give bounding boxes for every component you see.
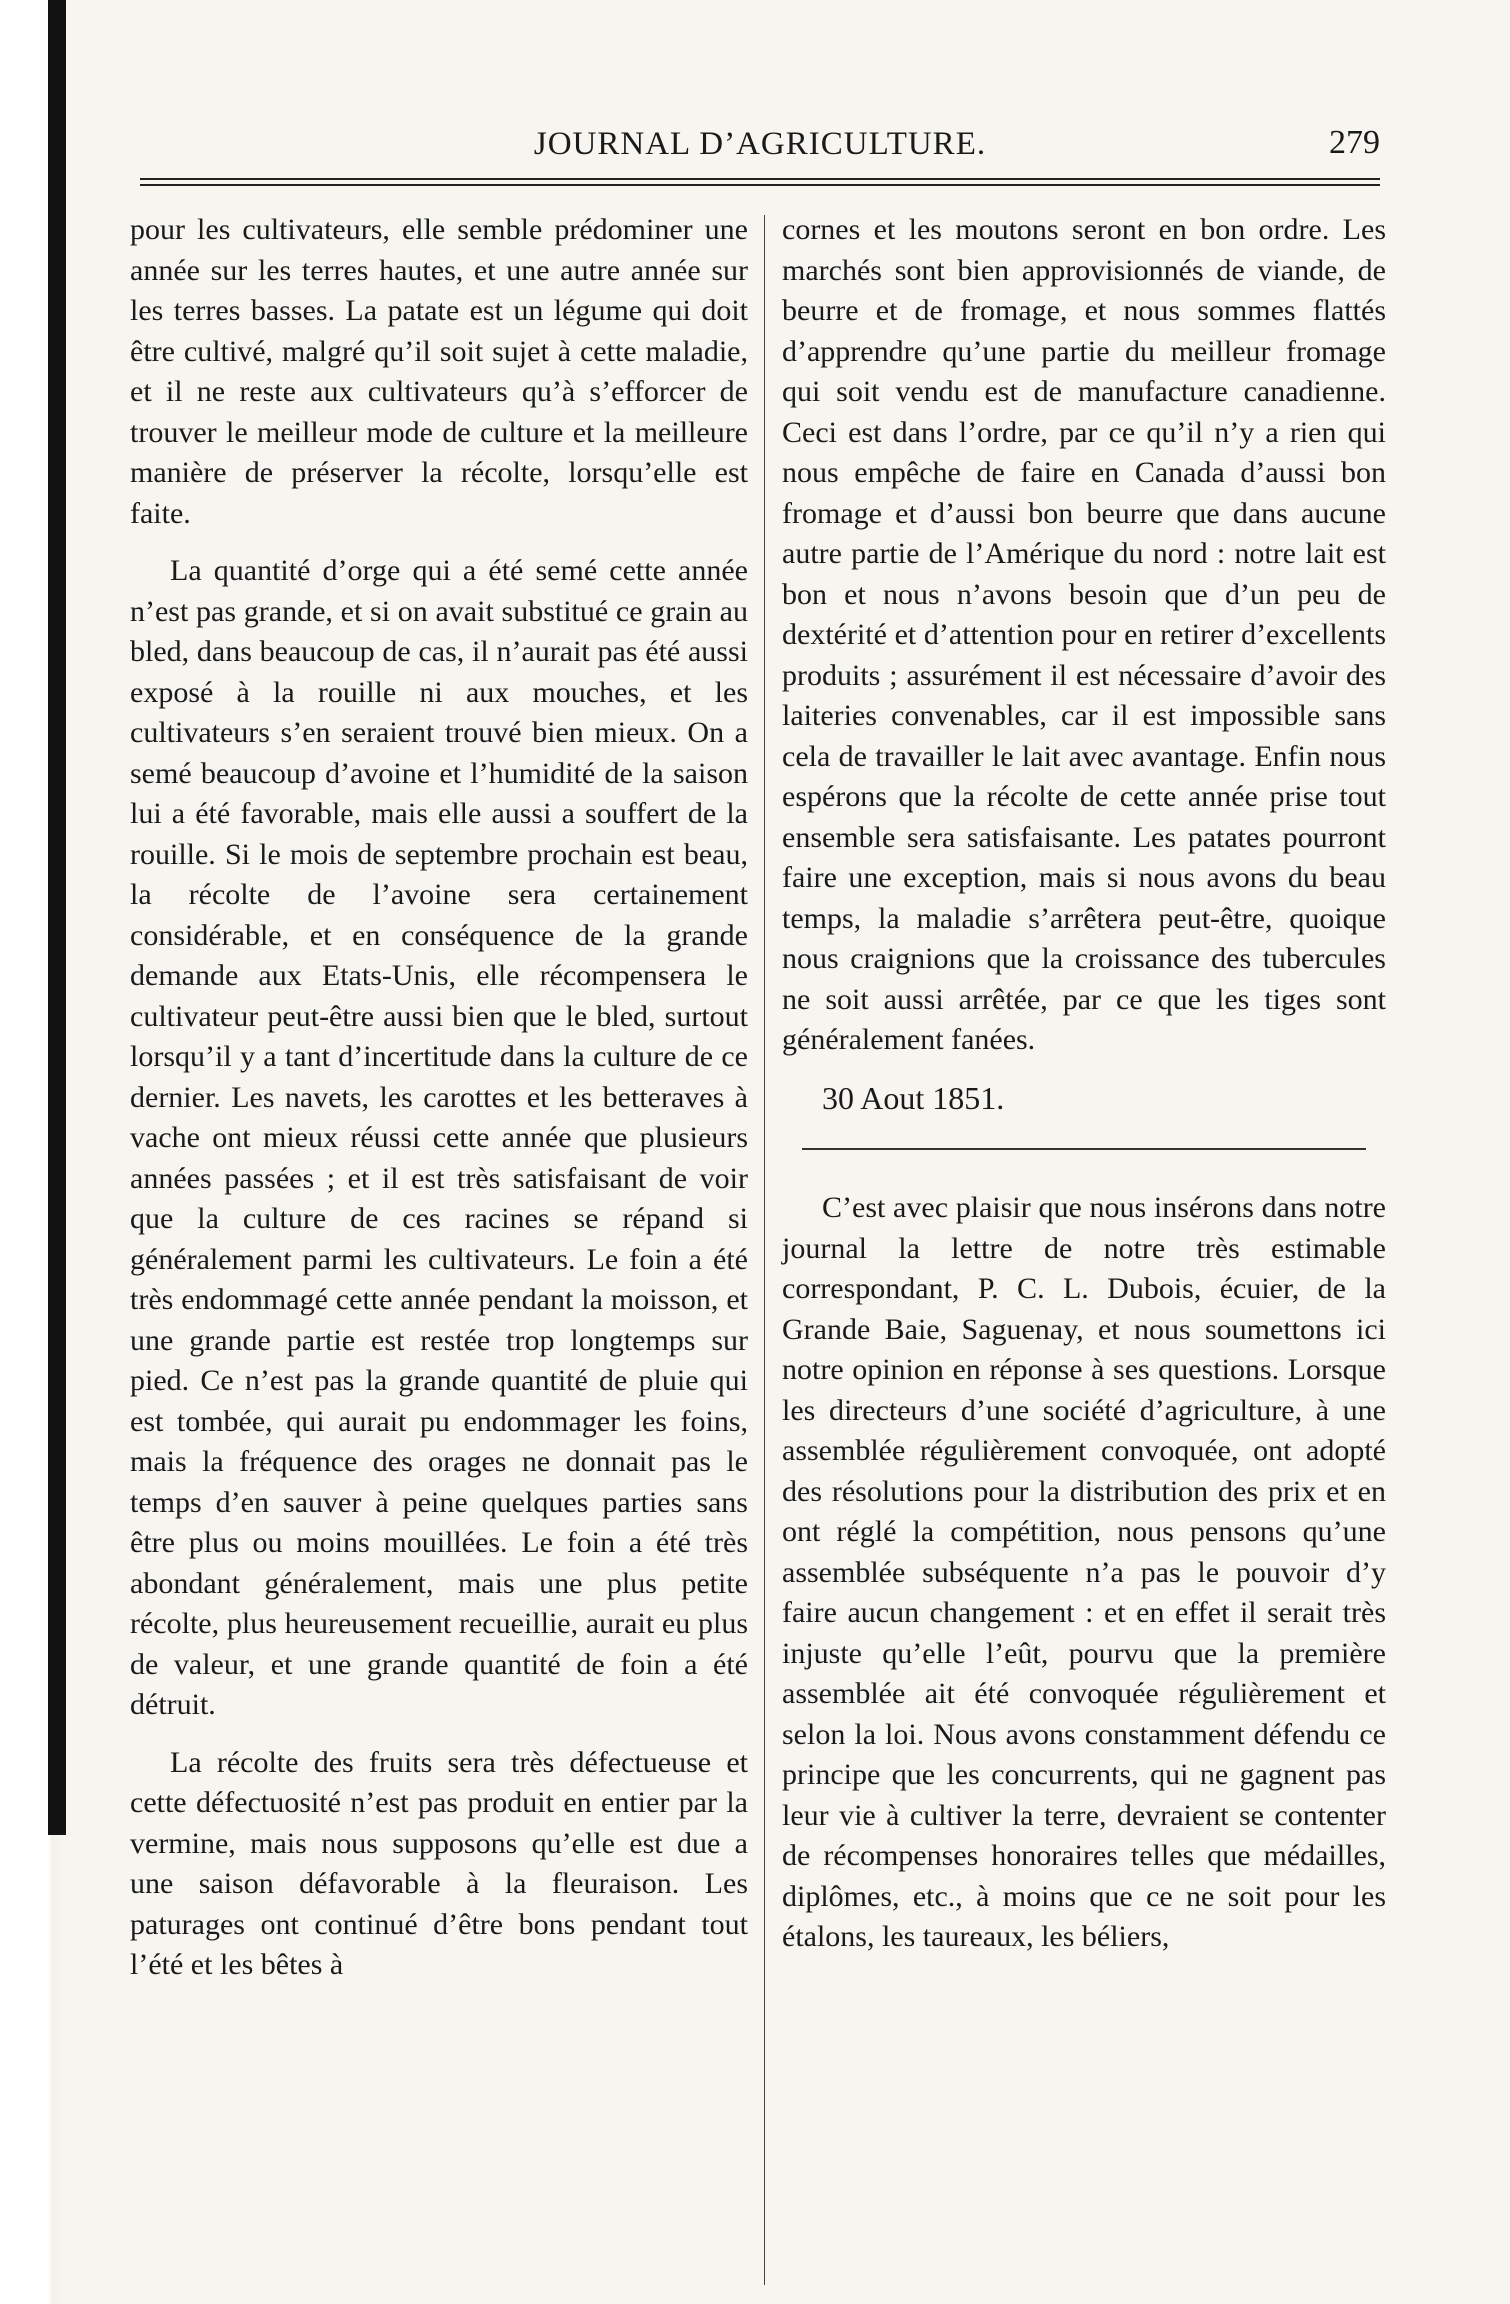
paragraph-crops: La quantité d’orge qui a été semé cette année n’est pas grande, et si on avait substitué ce grain au bled, dans beaucoup de cas, il n’aurait pas été aussi exposé à la rouille ni aux mouches, et les cultivateurs s’en seraient trouvé bien mieux. On a semé beaucoup d’avoine et l’humidité de la saison lui a été favorable, mais elle aussi a souffert de la rouille. Si le mois de septembre prochain est beau, la récolte de l’avoine sera certainement considérable, et en conséquence de la grande demande aux Etats-Unis, elle récompensera le cultivateur peut-être aussi bien que le bled, surtout lorsqu’il y a tant d’incertitude dans la culture de ce dernier. Les navets, les carottes et les betteraves à vache ont mieux réussi cette année que plusieurs années passées ; et il est très satisfaisant de voir que la culture de ces racines se répand si généralement parmi les cultivateurs. Le foin a été très endommagé cette année pendant la moisson, et une grande partie est restée trop longtemps sur pied. Ce n’est pas la grande quantité de pluie qui est tombée, qui aurait pu endommager les foins, mais la fréquence des orages ne donnait pas le temps d’en sauver à peine quelques parties sans être plus ou moins mouillées. Le foin a été très abondant généralement, mais une plus petite récolte, plus heureusement recueillie, aurait eu plus de valeur, et une grande quantité de foin a été détruit. [130,554,748,1721]
binding-shadow [48,0,66,1835]
page-number: 279 [1329,124,1380,161]
dateline: 30 Aout 1851. [822,1079,1005,1116]
header-rule-second [140,184,1380,186]
section-separator [802,1148,1366,1150]
paragraph-livestock: cornes et les moutons seront en bon ordre. Les marchés sont bien approvisionnés de viande, de beurre et de fromage, et nous sommes flattés d’apprendre qu’une partie du meilleur fromage qui soit vendu est de manufacture canadienne. Ceci est dans l’ordre, par ce qu’il n’y a rien qui nous empêche de faire en Canada d’aussi bon fromage et d’aussi bon beurre que dans aucune autre partie de l’Amérique du nord : notre lait est bon et nous n’avons besoin que d’un peu de dextérité et d’attention pour en retirer d’excellents produits ; assurément il est nécessaire d’avoir des laiteries convenables, car il est impossible sans cela de travailler le lait avec avantage. Enfin nous espérons que la récolte de cette année prise tout ensemble sera satisfaisante. Les patates pourront faire une exception, mais si nous avons du beau temps, la maladie s’arrêtera peut-être, quoique nous craignions que la croissance des tubercules ne soit aussi arrêtée, par ce que les tiges sont généralement fanées. [782,213,1386,1056]
running-title: JOURNAL D’AGRICULTURE. [533,126,987,162]
right-column [782,210,1386,1975]
column-divider [764,215,765,2285]
left-column [130,210,748,2003]
paragraph-fruits: La récolte des fruits sera très défectueuse et cette défectuosité n’est pas produit en entier par la vermine, mais nous supposons qu’elle est due a une saison défavorable à la fleuraison. Les paturages ont continué d’être bons pendant tout l’été et les bêtes à [130,1745,748,1981]
paragraph-dubois-letter: C’est avec plaisir que nous insérons dans notre journal la lettre de notre très estimable correspondant, P. C. L. Dubois, écuier, de la Grande Baie, Saguenay, et nous soumettons ici notre opinion en réponse à ses questions. Lorsque les directeurs d’une société d’agriculture, à une assemblée régulièrement convoquée, ont adopté des résolutions pour la distribution des prix et en ont réglé la compétition, nous pensons qu’une assemblée subséquente n’a pas le pouvoir d’y faire aucun changement : et en effet il serait très injuste qu’elle l’eût, pourvu que la première assemblée ait été convoquée régulièrement et selon la loi. Nous avons constamment défendu ce principe que les concurrents, qui ne gagnent pas leur vie à cultiver la terre, devraient se contenter de récompenses honoraires telles que médailles, diplômes, etc., à moins que ce ne soit pour les étalons, les taureaux, les béliers, [782,1191,1386,1953]
paragraph-potatoes: pour les cultivateurs, elle semble prédominer une année sur les terres hautes, et une autre année sur les terres basses. La patate est un légume qui doit être cultivé, malgré qu’il soit sujet à cette maladie, et il ne reste aux cultivateurs qu’à s’efforcer de trouver le meilleur mode de culture et la meilleure manière de préserver la récolte, lorsqu’elle est faite. [130,213,748,530]
header-rule [140,178,1380,180]
page-header [140,118,1380,164]
